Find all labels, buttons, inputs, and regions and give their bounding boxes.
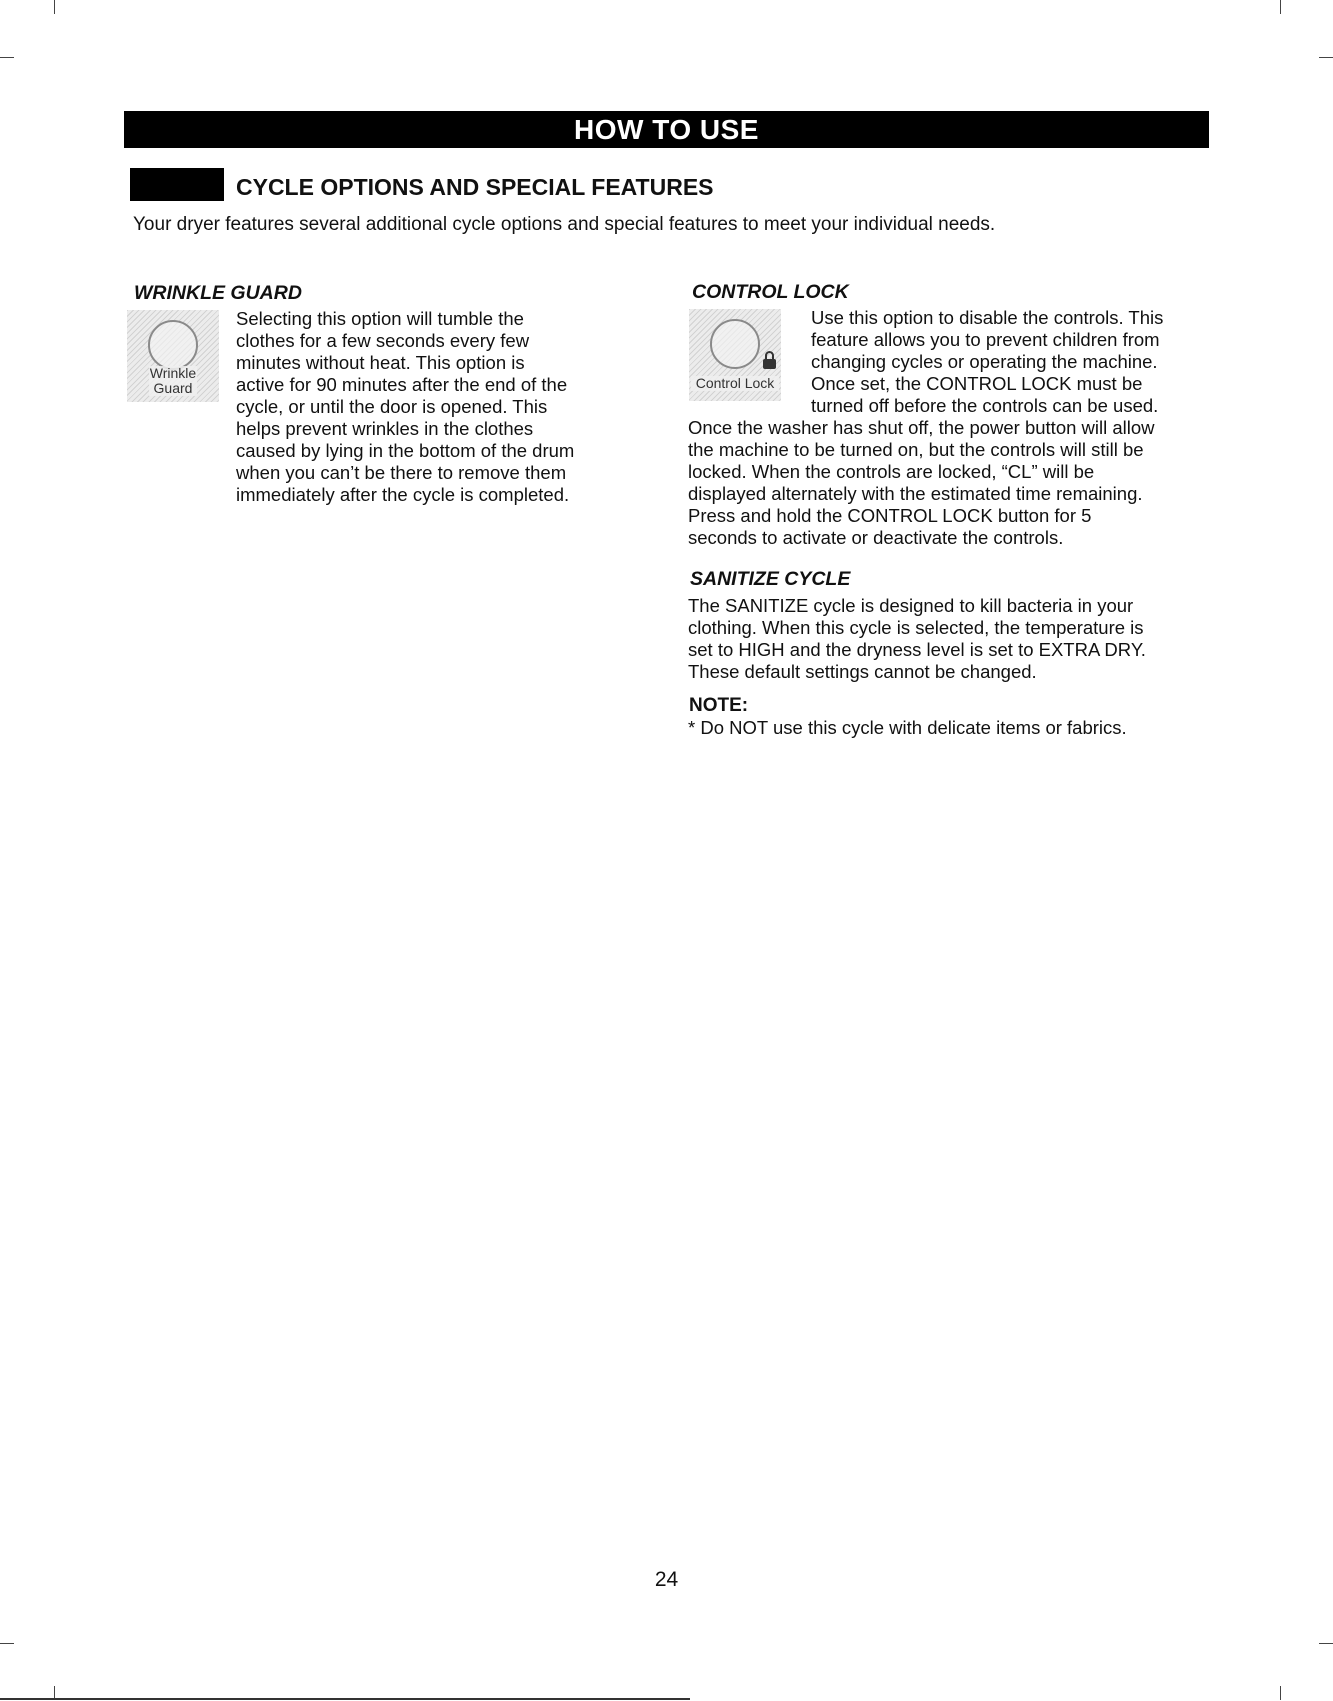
text-line: turned off before the controls can be used. — [811, 395, 1159, 416]
text-line: * Do NOT use this cycle with delicate items or fabrics. — [688, 717, 1127, 738]
wrinkle-guard-text — [236, 308, 574, 506]
section-title: CYCLE OPTIONS AND SPECIAL FEATURES — [236, 174, 714, 200]
text-line: set to HIGH and the dryness level is set to EXTRA DRY. — [688, 639, 1146, 660]
text-line: clothing. When this cycle is selected, the temperature is — [688, 617, 1144, 638]
control-lock-icon — [689, 309, 781, 401]
text-line: immediately after the cycle is completed. — [236, 484, 570, 505]
page-banner: HOW TO USE — [124, 111, 1209, 148]
text-line: displayed alternately with the estimated time remaining. — [688, 483, 1143, 504]
control-lock-heading: CONTROL LOCK — [692, 281, 849, 303]
text-line: active for 90 minutes after the end of the — [236, 374, 568, 395]
text-line: when you can’t be there to remove them — [236, 462, 567, 483]
text-line: helps prevent wrinkles in the clothes — [236, 418, 534, 439]
text-line: These default settings cannot be changed. — [688, 661, 1037, 682]
button-ring — [710, 319, 760, 369]
text-line: minutes without heat. This option is — [236, 352, 525, 373]
section-marker — [130, 168, 224, 201]
text-line: seconds to activate or deactivate the controls. — [688, 527, 1064, 548]
control-lock-text-side — [811, 307, 1163, 417]
note-text — [688, 717, 1127, 739]
text-line: changing cycles or operating the machine. — [811, 351, 1158, 372]
control-lock-text-full — [688, 417, 1155, 549]
lock-icon — [763, 359, 776, 369]
button-ring — [148, 320, 198, 370]
crop-mark — [54, 0, 55, 14]
sanitize-cycle-heading: SANITIZE CYCLE — [690, 568, 851, 590]
text-line: Use this option to disable the controls. This — [811, 307, 1164, 328]
note-label: NOTE: — [689, 695, 749, 716]
sanitize-cycle-text — [688, 595, 1146, 683]
bottom-rule — [0, 1698, 690, 1700]
control-lock-icon-label: Control Lock — [691, 376, 779, 391]
text-line: Selecting this option will tumble the — [236, 308, 524, 329]
crop-mark — [0, 57, 14, 58]
intro-text: Your dryer features several additional cycle options and special features to meet your individual needs. — [133, 214, 996, 235]
text-line: clothes for a few seconds every few — [236, 330, 530, 351]
wrinkle-guard-icon — [127, 310, 219, 402]
crop-mark — [0, 1643, 14, 1644]
crop-mark — [1319, 57, 1333, 58]
crop-mark — [1319, 1643, 1333, 1644]
text-line: Once the washer has shut off, the power button will allow — [688, 417, 1155, 438]
text-line: the machine to be turned on, but the controls will still be — [688, 439, 1144, 460]
text-line: feature allows you to prevent children from — [811, 329, 1160, 350]
wrinkle-guard-icon-label: Wrinkle Guard — [149, 365, 197, 396]
page-number: 24 — [654, 1568, 679, 1591]
crop-mark — [1280, 0, 1281, 14]
text-line: locked. When the controls are locked, “CL” will be — [688, 461, 1095, 482]
text-line: cycle, or until the door is opened. This — [236, 396, 548, 417]
text-line: Press and hold the CONTROL LOCK button for 5 — [688, 505, 1092, 526]
text-line: caused by lying in the bottom of the drum — [236, 440, 575, 461]
wrinkle-guard-heading: WRINKLE GUARD — [134, 282, 302, 304]
text-line: Once set, the CONTROL LOCK must be — [811, 373, 1143, 394]
text-line: The SANITIZE cycle is designed to kill bacteria in your — [688, 595, 1134, 616]
crop-mark — [1280, 1686, 1281, 1700]
